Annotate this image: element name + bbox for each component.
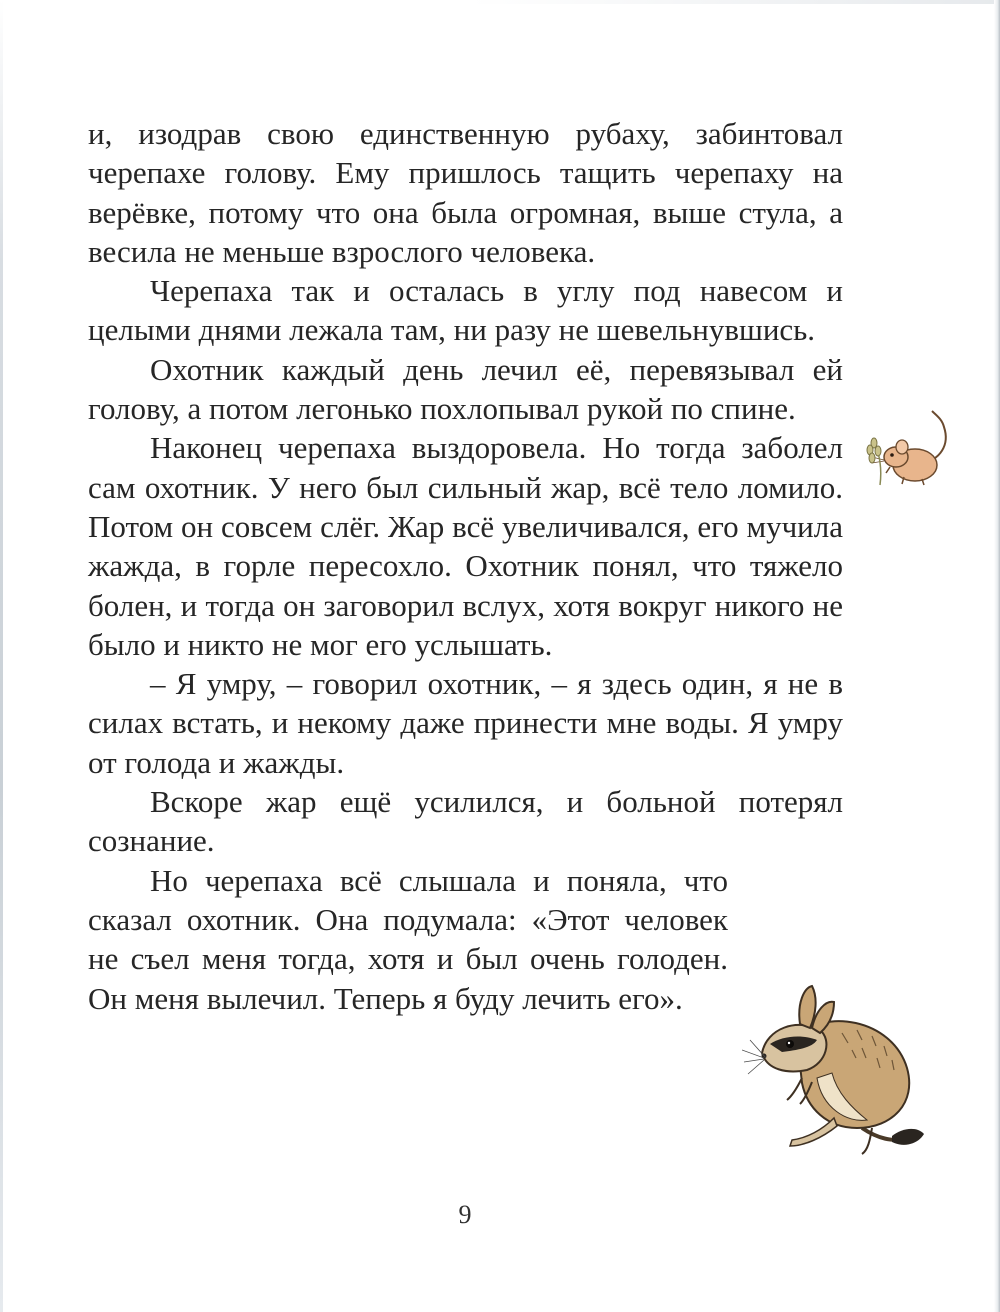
rodent-illustration	[742, 978, 972, 1166]
paragraph: и, изодрав свою единственную рубаху, забинтовал черепахе голову. Ему пришлось тащить черепаху на верёвке, потому что она была огромная, выше стула, а весила не меньше взрослого человека.	[88, 116, 843, 269]
page-number: 9	[458, 1200, 472, 1229]
paragraph: – Я умру, – говорил охотник, – я здесь один, я не в силах встать, и некому даже принести мне воды. Я умру от голода и жажды.	[88, 666, 843, 780]
page-edge-top	[470, 0, 1000, 4]
paragraph: Вскоре жар ещё усилился, и больной потерял сознание.	[88, 784, 843, 859]
paragraph: Охотник каждый день лечил её, перевязывал ей голову, а потом легонько похлопывал рукой по спине.	[88, 351, 843, 427]
paragraph: Черепаха так и осталась в углу под навесом и целыми днями лежала там, ни разу не шевельнувшись.	[88, 273, 843, 348]
page-edge-right	[994, 0, 1000, 1312]
body-text	[88, 114, 843, 1018]
paragraph: Наконец черепаха выздоровела. Но тогда заболел сам охотник. У него был сильный жар, всё тело ломило. Потом он совсем слёг. Жар всё увеличивался, его мучила жажда, в горле пересохло. Охотник понял, что тяжело болен, и тогда он заговорил вслух, хотя вокруг никого не было и никто не мог его услышать.	[88, 430, 843, 662]
mouse-illustration	[860, 405, 955, 495]
paragraph: Но черепаха всё слышала и поняла, что сказал охотник. Она подумала: «Этот человек не съел меня тогда, хотя и был очень голоден. Он меня вылечил. Теперь я буду лечить его».	[88, 862, 728, 1016]
page-edge-left	[0, 0, 3, 1312]
